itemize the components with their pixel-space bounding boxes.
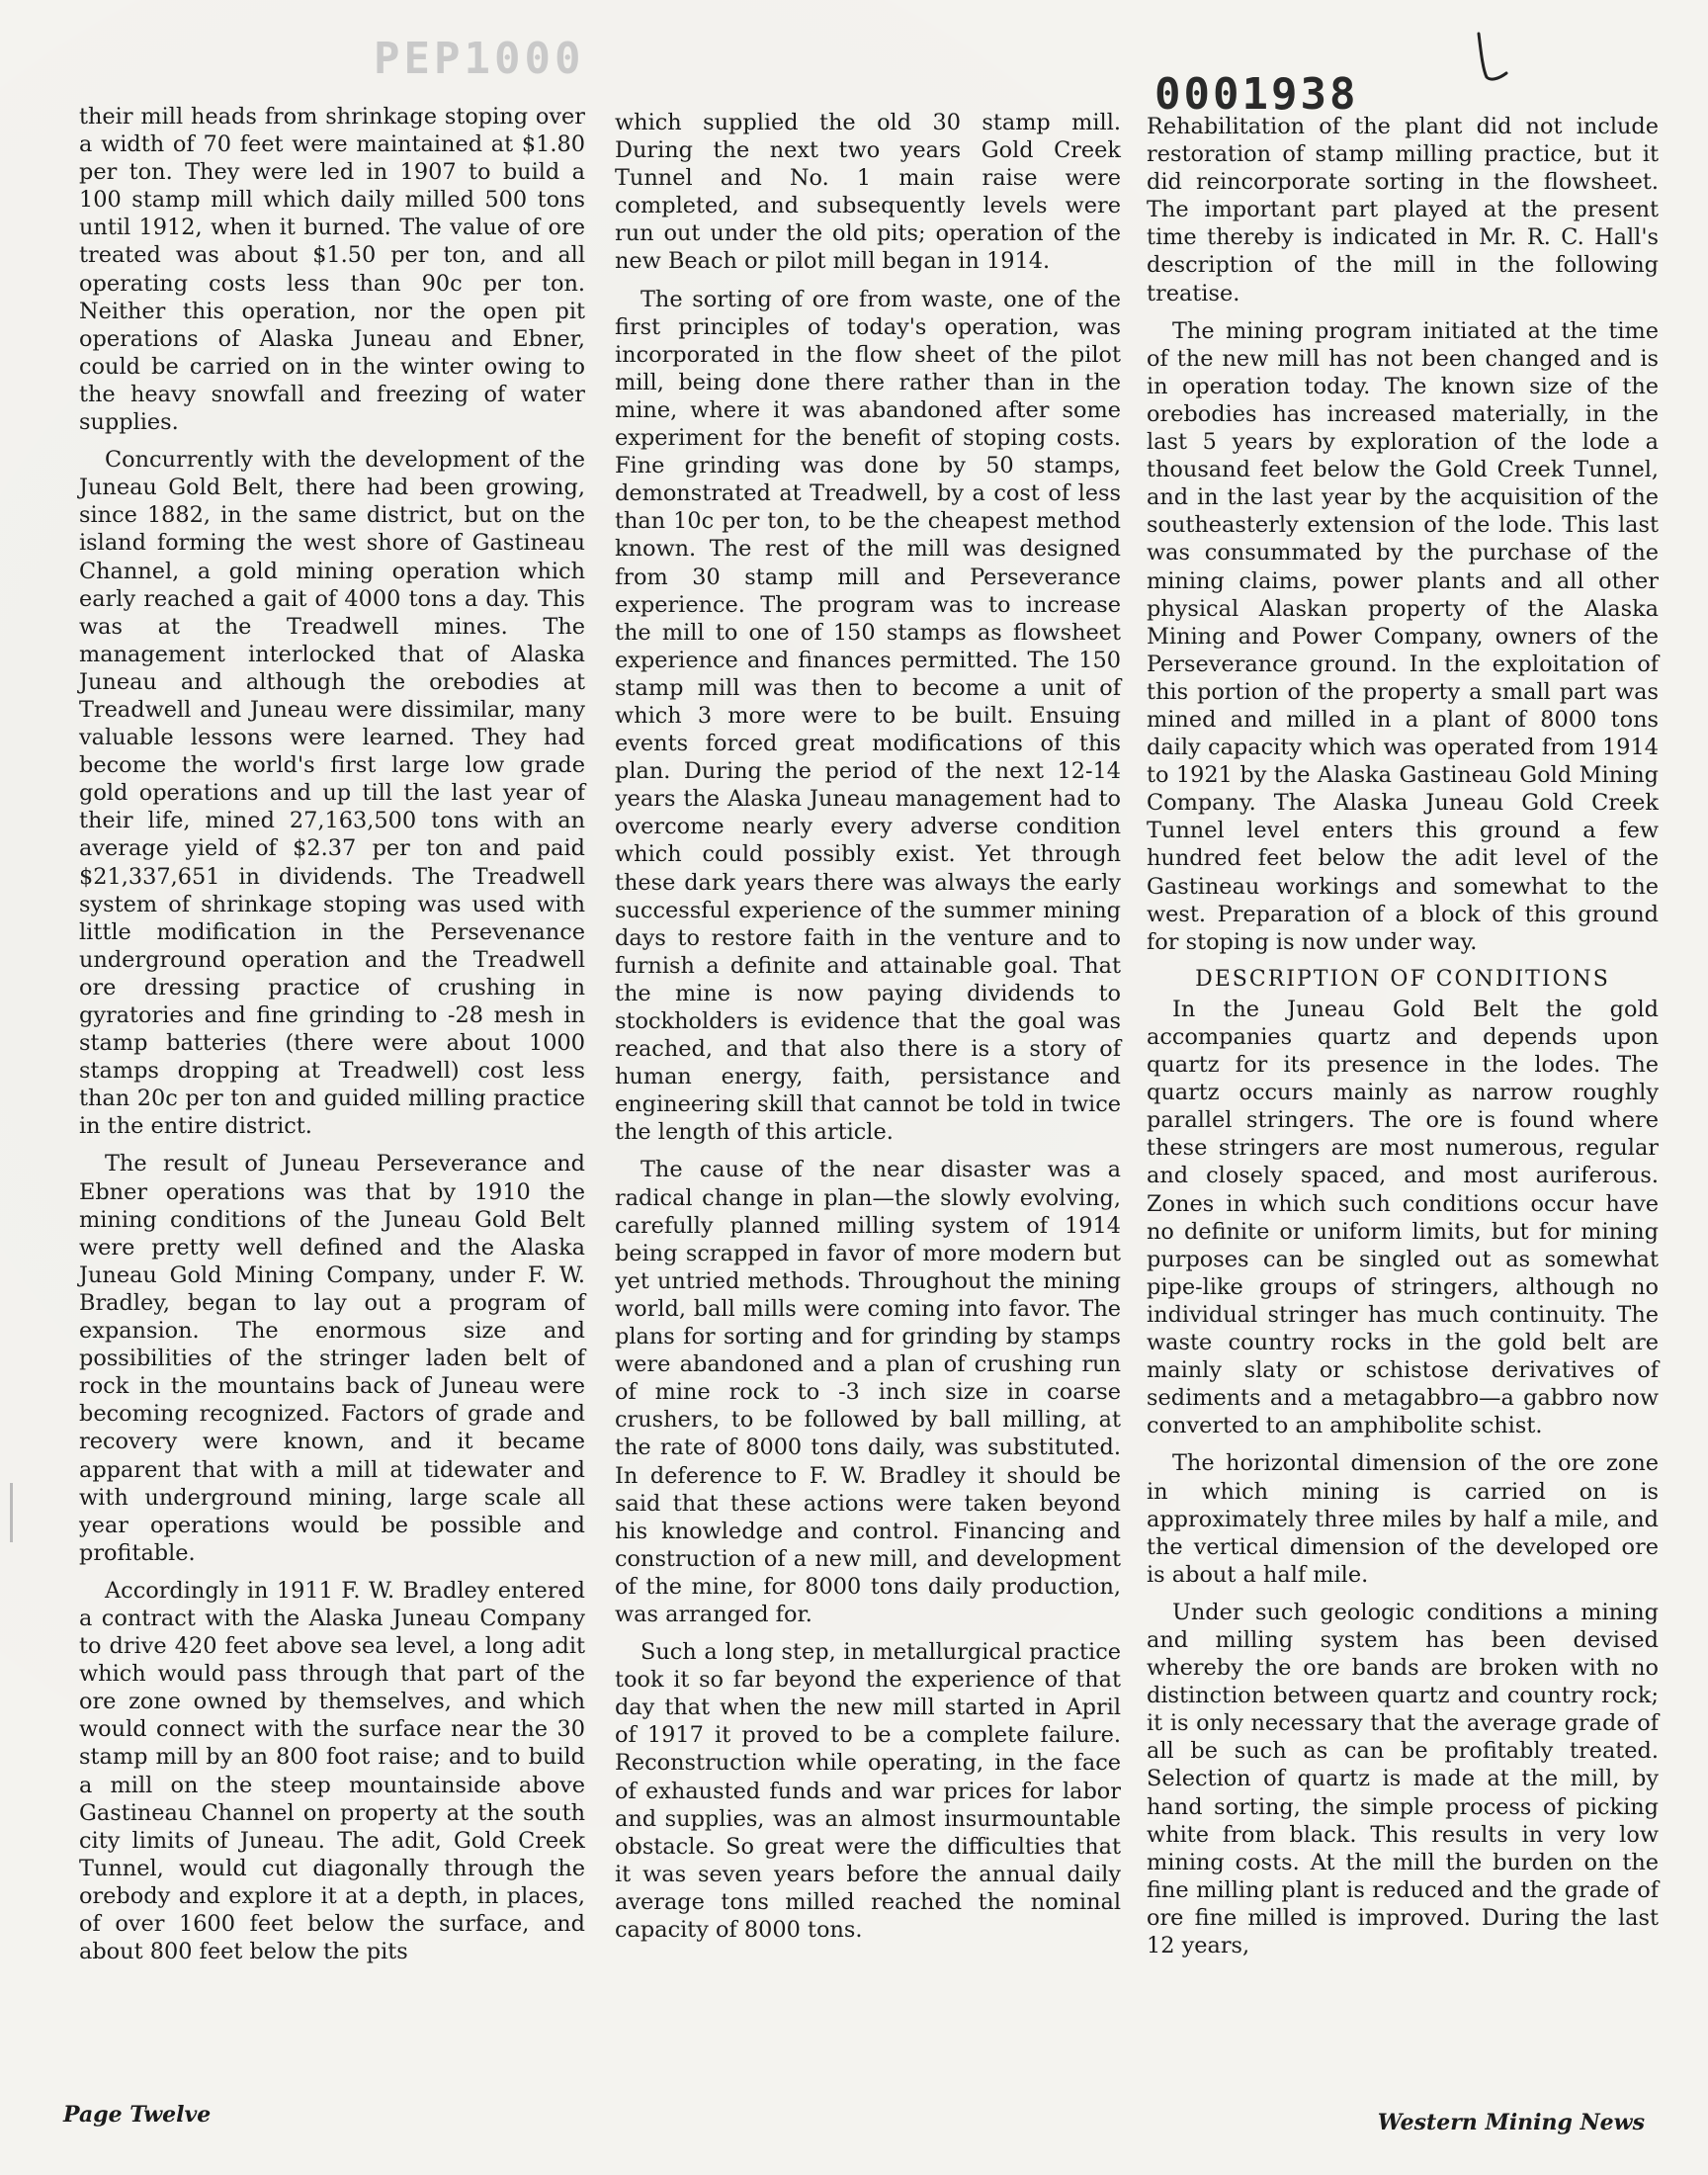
checkmark-icon — [1473, 30, 1512, 89]
section-heading: DESCRIPTION OF CONDITIONS — [1195, 966, 1610, 992]
column2-paragraph-4: Such a long step, in metallurgical practice took it so far beyond the experience of that day that when the new mill started in April of 1917 it proved to be a complete failure. Reconstruction while operating, in the face of exhausted funds and war prices for labor and supplies, was an almost insurmountable obstacle. So great were the difficulties that it was seven years before the annual daily average tons milled reached the nominal capacity of 8000 tons. — [615, 1639, 1121, 1943]
column3-paragraph-4: The horizontal dimension of the ore zone in which mining is carried on is approximately three miles by half a mile, and the vertical dimension of the developed ore is about a half mile. — [1147, 1450, 1659, 1588]
column1-paragraph-1: their mill heads from shrinkage stoping over a width of 70 feet were maintained at $1.80 per ton. They were led in 1907 to build a 100 stamp mill which daily milled 500 tons until 1912, when it burned. The value of ore treated was about $1.50 per ton, and all operating costs less than 90c per ton. Neither this operation, nor the open pit operations of Alaska Juneau and Ebner, could be carried on in the winter owing to the heavy snowfall and freezing of water supplies. — [79, 104, 585, 436]
column3-paragraph-2: The mining program initiated at the time of the new mill has not been changed and is in operation today. The known size of the orebodies has increased materially, in the last 5 years by exploration of the lode a thousand feet below the Gold Creek Tunnel, and in the last year by the acquisition of the southeasterly extension of the lode. This last was consummated by the purchase of the mining claims, power plants and all other physical Alaskan property of the Alaska Mining and Power Company, owners of the Perseverance ground. In the exploitation of this portion of the property a small part was mined and milled in a plant of 8000 tons daily capacity which was operated from 1914 to 1921 by the Alaska Gastineau Gold Mining Company. The Alaska Juneau Gold Creek Tunnel level enters this ground a few hundred feet below the adit level of the Gastineau workings and somewhat to the west. Preparation of a block of this ground for stoping is now under way. — [1147, 317, 1659, 955]
article-column-2 — [615, 109, 1121, 1954]
document-stamp-number: 0001938 — [1154, 69, 1359, 120]
publication-name: Western Mining News — [1377, 2110, 1645, 2135]
column1-paragraph-3: The result of Juneau Perseverance and Ebner operations was that by 1910 the mining conditions of the Juneau Gold Belt were pretty well defined and the Alaska Juneau Gold Mining Company, under F. W. Bradley, began to lay out a program of expansion. The enormous size and possibilities of the stringer laden belt of rock in the mountains back of Juneau were becoming recognized. Factors of grade and recovery were known, and it became apparent that with a mill at tidewater and with underground mining, large scale all year operations would be possible and profitable. — [79, 1151, 585, 1566]
column1-paragraph-2: Concurrently with the development of the Juneau Gold Belt, there had been growing, since 1882, in the same district, but on the island forming the west shore of Gastineau Channel, a gold mining operation which early reached a gait of 4000 tons a day. This was at the Treadwell mines. The management interlocked that of Alaska Juneau and although the orebodies at Treadwell and Juneau were dissimilar, many valuable lessons were learned. They had become the world's first large low grade gold operations and up till the last year of their life, mined 27,163,500 tons with an average yield of $2.37 per ton and paid $21,337,651 in dividends. The Treadwell system of shrinkage stoping was used with little modification in the Persevenance underground operation and the Treadwell ore dressing practice of crushing in gyratories and fine grinding to -28 mesh in stamp batteries (there were about 1000 stamps dropping at Treadwell) cost less than 20c per ton and guided milling practice in the entire district. — [79, 447, 585, 1140]
scan-artifact — [10, 1483, 13, 1542]
column2-paragraph-3: The cause of the near disaster was a radical change in plan—the slowly evolving, carefully planned milling system of 1914 being scrapped in favor of more modern but yet untried methods. Throughout the mining world, ball mills were coming into favor. The plans for sorting and for grinding by stamps were abandoned and a plan of crushing run of mine rock to -3 inch size in coarse crushers, to be followed by ball milling, at the rate of 8000 tons daily, was substituted. In deference to F. W. Bradley it should be said that these actions were taken beyond his knowledge and control. Financing and construction of a new mill, and development of the mine, for 8000 tons daily production, was arranged for. — [615, 1157, 1121, 1627]
article-column-1 — [79, 103, 585, 1975]
article-column-3 — [1147, 113, 1659, 1969]
column2-paragraph-1: which supplied the old 30 stamp mill. During the next two years Gold Creek Tunnel and No. 1 main raise were completed, and subsequently levels were run out under the old pits; operation of the new Beach or pilot mill began in 1914. — [615, 110, 1121, 275]
column3-paragraph-1: Rehabilitation of the plant did not include restoration of stamp milling practice, but it did reincorporate sorting in the flowsheet. The important part played at the present time thereby is indicated in Mr. R. C. Hall's description of the mill in the following treatise. — [1147, 114, 1659, 306]
faded-document-stamp: PEP1000 — [374, 34, 585, 84]
page-number: Page Twelve — [63, 2102, 212, 2128]
column3-paragraph-5: Under such geologic conditions a mining and milling system has been devised whereby the ore bands are broken with no distinction between quartz and country rock; it is only necessary that the average grade of all be such as can be profitably treated. Selection of quartz is made at the mill, by hand sorting, the simple process of picking white from black. This results in very low mining costs. At the mill the burden on the fine milling plant is reduced and the grade of ore fine milled is improved. During the last 12 years, — [1147, 1599, 1659, 1958]
column3-paragraph-3: In the Juneau Gold Belt the gold accompanies quartz and depends upon quartz for its presence in the lodes. The quartz occurs mainly as narrow roughly parallel stringers. The ore is found where these stringers are most numerous, regular and closely spaced, and most auriferous. Zones in which such conditions occur have no definite or uniform limits, but for mining purposes can be singled out as somewhat pipe-like groups of stringers, although no individual stringer has much continuity. The waste country rocks in the gold belt are mainly slaty or schistose derivatives of sediments and a metagabbro—a gabbro now converted to an amphibolite schist. — [1147, 996, 1659, 1439]
column1-paragraph-4: Accordingly in 1911 F. W. Bradley entered a contract with the Alaska Juneau Company to drive 420 feet above sea level, a long adit which would pass through that part of the ore zone owned by themselves, and which would connect with the surface near the 30 stamp mill by an 800 foot raise; and to build a mill on the steep mountainside above Gastineau Channel on property at the south city limits of Juneau. The adit, Gold Creek Tunnel, would cut diagonally through the orebody and explore it at a depth, in places, of over 1600 feet below the surface, and about 800 feet below the pits — [79, 1577, 585, 1965]
column2-paragraph-2: The sorting of ore from waste, one of the first principles of today's operation, was incorporated in the flow sheet of the pilot mill, being done there rather than in the mine, where it was abandoned after some experiment for the benefit of stoping costs. Fine grinding was done by 50 stamps, demonstrated at Treadwell, by a cost of less than 10c per ton, to be the cheapest method known. The rest of the mill was designed from 30 stamp mill and Perseverance experience. The program was to increase the mill to one of 150 stamps as flowsheet experience and finances permitted. The 150 stamp mill was then to become a unit of which 3 more were to be built. Ensuing events forced great modifications of this plan. During the period of the next 12-14 years the Alaska Juneau management had to overcome nearly every adverse condition which could possibly exist. Yet through these dark years there was always the early successful experience of the summer mining days to restore faith in the venture and to furnish a definite and attainable goal. That the mine is now paying dividends to stockholders is evidence that the goal was reached, and that also there is a story of human energy, faith, persistance and engineering skill that cannot be told in twice the length of this article. — [615, 286, 1121, 1146]
